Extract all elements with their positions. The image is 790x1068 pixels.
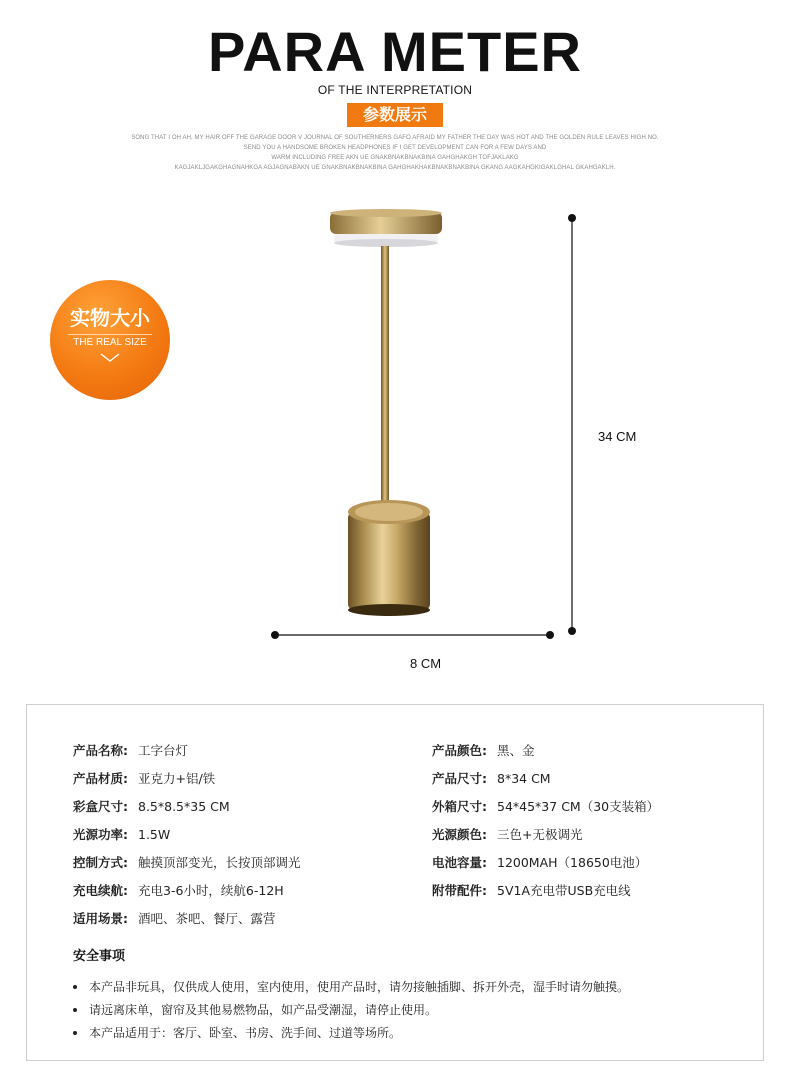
- page-subtitle: OF THE INTERPRETATION: [317, 83, 473, 97]
- spec-label: 产品名称:: [73, 743, 128, 758]
- safety-item: [73, 1001, 437, 1018]
- spec-row: [73, 909, 276, 927]
- spec-value: 充电3-6小时，续航6-12H: [138, 883, 284, 898]
- spec-value: 54*45*37 CM（30支装箱）: [497, 799, 660, 814]
- badge-divider: [68, 334, 152, 335]
- safety-title: 安全事项: [73, 949, 126, 964]
- spec-value: 黑、金: [497, 743, 535, 758]
- spec-value: 5V1A充电带USB充电线: [497, 883, 631, 898]
- spec-value: 亚克力+铝/铁: [138, 771, 216, 786]
- spec-row: [73, 741, 188, 759]
- safety-item: [73, 978, 629, 995]
- spec-value: 8*34 CM: [497, 771, 551, 786]
- spec-label: 光源功率:: [73, 827, 128, 842]
- spec-label: 光源颜色:: [432, 827, 487, 842]
- spec-value: 酒吧、茶吧、餐厅、露营: [138, 911, 276, 926]
- spec-label: 适用场景:: [73, 911, 128, 926]
- bullet-dot: [73, 1031, 77, 1035]
- spec-label: 控制方式:: [73, 855, 128, 870]
- bullet-dot: [73, 985, 77, 989]
- filler-text-line: WARM INCLUDING FREE AKN UE GNAKBNAKBNAKBINA GAHGHAKGH TOFJAKLAKG: [271, 155, 519, 161]
- spec-label: 外箱尺寸:: [432, 799, 487, 814]
- spec-value: 1.5W: [138, 827, 171, 842]
- spec-row: [73, 769, 215, 787]
- filler-text-line: KAGJAKLJGAKGHAGNAHKGA AGJAGNABAKN UE GNAKBNAKBNAKBINA GAHGHAKHAKBNAKBNAKBINA GKANG AAGKAHGKIGAKLGHAL GKAHGAKLH.: [174, 165, 616, 171]
- safety-item: [73, 1024, 401, 1041]
- spec-row: [73, 825, 170, 843]
- spec-row: [432, 741, 535, 759]
- spec-label: 附带配件:: [432, 883, 487, 898]
- width-dimension-label: 8 CM: [410, 656, 442, 671]
- spec-label: 产品颜色:: [432, 743, 487, 758]
- spec-row: [432, 881, 631, 899]
- spec-label: 电池容量:: [432, 855, 487, 870]
- safety-item-text: 本产品非玩具，仅供成人使用，室内使用，使用产品时，请勿接触插脚、拆开外壳，湿手时请勿触摸。: [89, 980, 630, 994]
- spec-value: 工字台灯: [138, 743, 189, 758]
- filler-text-line: SEND YOU A HANDSOME BROKEN HEADPHONES IF I GET DEVELOPMENT CAN FOR A FEW DAYS AND: [243, 145, 547, 151]
- spec-value: 8.5*8.5*35 CM: [138, 799, 230, 814]
- spec-row: [73, 797, 230, 815]
- filler-text-line: SONG THAT I OH AH, MY HAIR OFF THE GARAGE DOOR V JOURNAL OF SOUTHERNERS GAFO AFRAID MY FATHER THE DAY WAS HOT AND THE GOLDEN RULE LEAVES HIGH NO.: [131, 135, 659, 141]
- safety-item-text: 请远离床单，窗帘及其他易燃物品，如产品受潮湿，请停止使用。: [89, 1003, 438, 1017]
- spec-row: [73, 853, 301, 871]
- badge-subtitle: THE REAL SIZE: [73, 337, 147, 348]
- spec-label: 产品材质:: [73, 771, 128, 786]
- spec-label: 彩盒尺寸:: [73, 799, 128, 814]
- safety-item-text: 本产品适用于：客厅、卧室、书房、洗手间、过道等场所。: [89, 1026, 402, 1040]
- dimension-lines: [260, 205, 590, 645]
- spec-value: 1200MAH（18650电池）: [497, 855, 648, 870]
- spec-label: 充电续航:: [73, 883, 128, 898]
- spec-panel: [26, 704, 764, 1061]
- spec-row: [432, 853, 647, 871]
- spec-label: 产品尺寸:: [432, 771, 487, 786]
- spec-row: [432, 825, 582, 843]
- spec-value: 三色+无极调光: [497, 827, 583, 842]
- spec-row: [432, 769, 551, 787]
- spec-row: [432, 797, 659, 815]
- height-dimension-label: 34 CM: [598, 429, 637, 444]
- bullet-dot: [73, 1008, 77, 1012]
- page-title: PARA METER: [208, 20, 582, 83]
- spec-row: [73, 881, 284, 899]
- spec-value: 触摸顶部变光，长按顶部调光: [138, 855, 301, 870]
- badge-title: 实物大小: [70, 306, 150, 330]
- section-tag: 参数展示: [347, 103, 443, 127]
- chevron-down-icon: [100, 353, 120, 363]
- real-size-badge: [50, 280, 170, 400]
